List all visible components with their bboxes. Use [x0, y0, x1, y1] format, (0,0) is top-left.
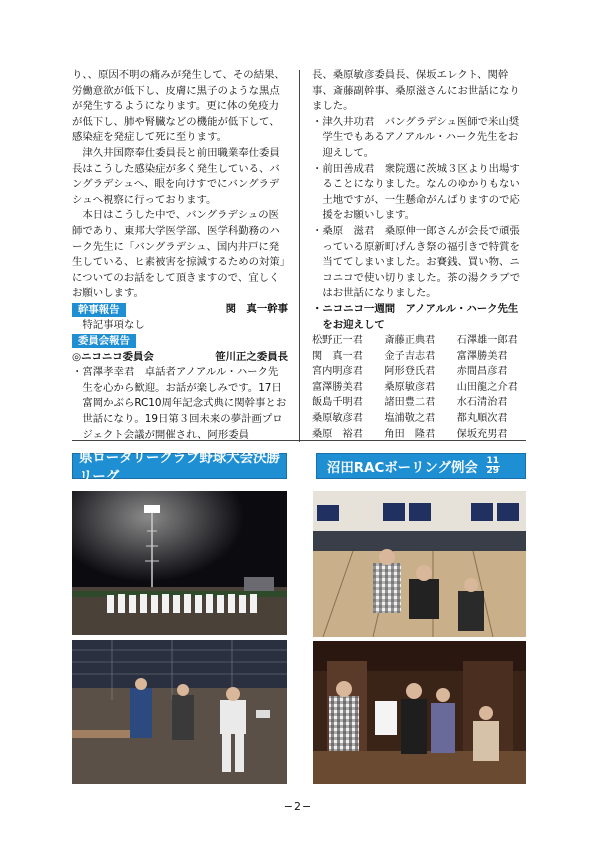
- committee-report-row: [72, 333, 288, 350]
- paragraph: 津久井国際奉仕委員長と前田職業奉仕委員長はこうした感染症が多く発生している、バングラデシュへ、眼を向けすでにバングラデシュへ視察に行っております。: [72, 146, 280, 206]
- photo-bowling-awards: [313, 641, 526, 784]
- member-name: 石澤雄一郎君: [456, 335, 518, 347]
- secretary-report-row: [72, 302, 288, 318]
- secretary-text: 特記事項なし: [82, 318, 145, 331]
- committee-report-label: 委員会報告: [72, 334, 136, 348]
- page-number: −2−: [283, 800, 313, 813]
- member-name: 富澤勝美君: [456, 350, 508, 362]
- member-name: 飯島千明君: [312, 397, 363, 409]
- right-column: [312, 68, 527, 442]
- nico-week-heading: ・ニコニコ一週間 アノアルル・ハーク先生をお迎えして: [312, 302, 519, 331]
- nico-committee-row: [72, 350, 288, 366]
- banner-baseball: [72, 451, 287, 485]
- paragraph: 本日はこうした中で、バングラデシュの医師であり、東邦大学医学部、医学科勤務のハーク先生に「バングラデシュ、国内井戸に発生している、ヒ素被害を掠減するための対策」についてのお話をして頂きますので、宜しくお願いします。: [72, 209, 286, 300]
- banner-bowling: [316, 453, 526, 479]
- photo-baseball-dugout: [72, 640, 287, 784]
- member-name: 金子吉志君: [384, 350, 436, 362]
- member-name: 赤間昌彦君: [456, 366, 508, 378]
- member-name: 角田 隆君: [384, 428, 436, 440]
- nico-item: ・津久井功君 バングラデシュ医師で米山奨学生でもあるアノアルル・ハーク先生をお迎えして。: [312, 115, 520, 159]
- member-name: 斎藤正典君: [384, 335, 436, 347]
- member-name: 関 真一君: [312, 350, 363, 362]
- bowling-alley-image: [313, 491, 526, 637]
- secretary-name: 関 真一幹事: [225, 302, 288, 315]
- member-name: 松野正一君: [312, 335, 363, 347]
- bowling-awards-image: [313, 641, 526, 784]
- section-divider: [72, 440, 526, 441]
- nico-committee-title: ◎ニコニコ委員会: [72, 350, 154, 363]
- member-name: 桑原敏彦君: [312, 413, 363, 425]
- banner-title: 県ロータリークラブ野球大会決勝リーグ: [79, 451, 280, 485]
- column-divider: [299, 70, 300, 442]
- member-name: 都丸順次君: [456, 413, 508, 425]
- member-name: 富澤勝美君: [312, 381, 363, 393]
- nico-committee-chair: 笹川正之委員長: [215, 350, 288, 363]
- member-name: 保坂充男君: [456, 428, 508, 440]
- date-fraction: [486, 457, 500, 476]
- member-name: 塩浦敬之君: [384, 413, 436, 425]
- nico-item: ・宮澤孝幸君 卓話者アノアルル・ハーク先生を心から歓迎。お話が楽しみです。17日富岡かぶらRC10周年記念式典に関幹事とお世話になり。19日第３回未来の夢計画プロジェクト会議が開催され、阿形委員: [72, 366, 287, 441]
- member-name: 阿形登氏君: [384, 366, 436, 378]
- member-name: 山田龍之介君: [456, 381, 518, 393]
- member-name: 水石清治君: [456, 397, 508, 409]
- paragraph: 長、桑原敏彦委員長、保坂エレクト、関幹事、斎藤副幹事、桑原滋さんにお世話になりました。: [312, 69, 520, 113]
- baseball-team-image: [72, 491, 287, 635]
- left-column: [72, 68, 288, 443]
- member-name: 宮内明彦君: [312, 366, 363, 378]
- baseball-dugout-image: [72, 640, 287, 784]
- banner-title: 沼田RACボーリング例会: [327, 460, 478, 476]
- paragraph: り、、原因不明の痛みが発生して、その結果、労働意欲が低下し、皮膚に黒子のような黒点が発生するようになります。更に体の免疫力が低下し、肺や腎臓などの機能が低下して、感染症を発症して死に至ります。: [72, 69, 285, 144]
- nico-item: ・桑原 滋君 桑原伸一郎さんが会長で頑張っている原新町げんき祭の福引きで特賞を当ててしまいました。お賽銭、買い物、ニコニコで使い切りました。茶の湯クラブではお世話になりました。: [312, 224, 521, 300]
- photo-baseball-team: [72, 491, 287, 635]
- date-month: 11: [486, 455, 500, 466]
- secretary-report-label: 幹事報告: [72, 303, 126, 317]
- photo-bowling-alley: [313, 491, 526, 637]
- member-name: 桑原敏彦君: [384, 381, 436, 393]
- nico-item: ・前田善成君 衆院選に茨城３区より出場することになりました。なんのゆかりもない土地ですが、一生懸命がんばりますので応援をお願いします。: [312, 162, 520, 222]
- date-day: 29: [486, 465, 500, 476]
- member-name: 桑原 裕君: [312, 428, 363, 440]
- names-grid: [312, 333, 527, 442]
- member-name: 諸田豊二君: [384, 397, 436, 409]
